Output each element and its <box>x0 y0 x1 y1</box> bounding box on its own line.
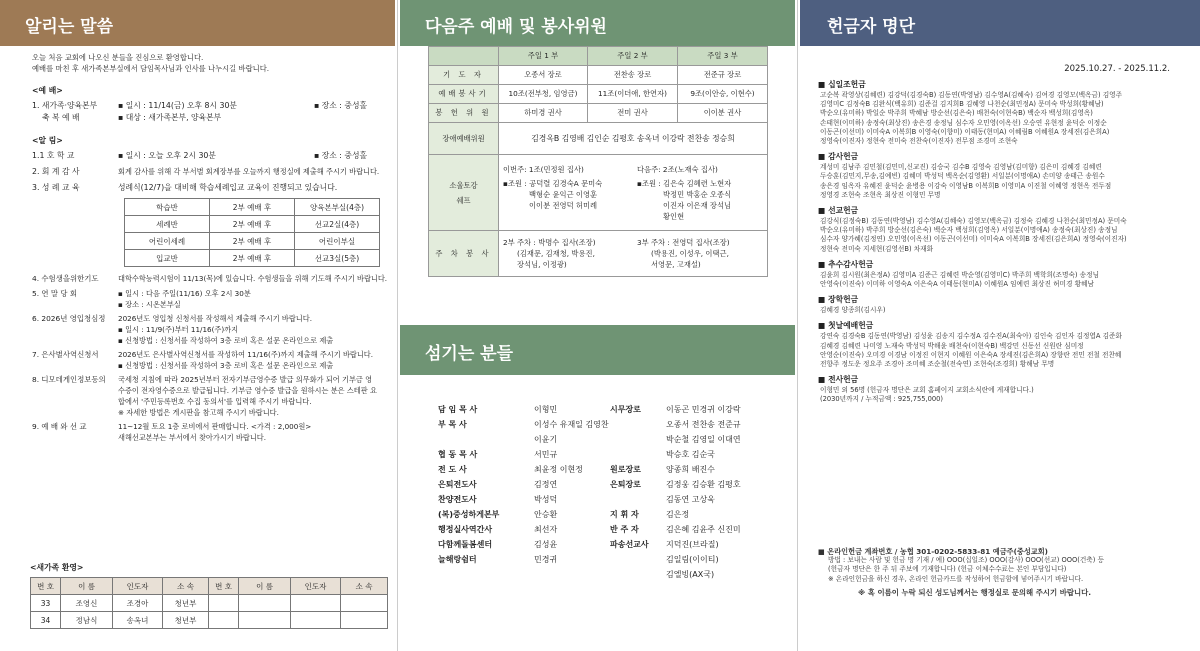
notice-line: ▪ 일시 : 11/9(주)부터 11/16(주)까지 <box>118 325 239 334</box>
notice-name: 2. 회 계 감 사 <box>32 167 80 176</box>
new-family-cell: 정남식 <box>61 612 113 629</box>
new-family-cell: 33 <box>31 595 61 612</box>
lunch-cell <box>499 155 768 231</box>
online-line: ※ 온라인헌금을 하신 경우, 온라인 헌금카드를 작성하여 헌금함에 넣어주시기 바랍니다. <box>828 574 1084 583</box>
staff-names: 지덕진(브라질) <box>666 540 719 549</box>
service-person: 10조(전부청, 임영금) <box>499 85 588 104</box>
worship-name: 1. 새가족·양육본부 <box>32 101 98 110</box>
notice-line: ▪ 장소 : 시온본부실 <box>118 300 181 309</box>
new-family-cell <box>291 612 341 629</box>
staff-names: 김은정 <box>666 510 690 519</box>
staff-row <box>438 492 610 507</box>
notice-body <box>118 374 377 418</box>
lunch-label <box>429 155 499 231</box>
parking-2nd <box>503 237 637 270</box>
block-line: ▪조원 : 공덕렬 김경숙A 문미숙 <box>503 178 603 188</box>
service-person: 전준규 장로 <box>678 66 768 85</box>
new-family-header: 번 호 <box>209 578 239 595</box>
new-family-header: 번 호 <box>31 578 61 595</box>
staff-title: 원로장로 <box>610 465 641 474</box>
staff-row <box>610 447 741 462</box>
block-head: 다음주: 2조(노재숙 집사) <box>637 164 718 174</box>
worship-item <box>32 112 383 124</box>
donor-line: 정현숙 전미숙 지세현(김영선B) 차재화 <box>820 244 934 253</box>
staff-title: 부 목 사 <box>438 420 467 429</box>
service-person: 11조(이더애, 한연자) <box>588 85 678 104</box>
staff-right <box>610 402 741 582</box>
parking-cell <box>499 231 768 277</box>
staff-row <box>438 432 610 447</box>
donor-line: 김혜경 양종희(김시우) <box>820 306 886 315</box>
notice-line: ▪ 일시 : 다음 주일(11/16) 오후 2시 30분 <box>118 289 251 298</box>
donor-line: 전향주 정도운 정요주 조경아 조미혜 조순철(전숙연) 조현숙(조경희) 황해남 무명 <box>820 360 1055 369</box>
staff-row <box>610 477 741 492</box>
staff-row <box>438 552 610 567</box>
staff-title <box>610 417 666 432</box>
new-family-header: 이 름 <box>239 578 291 595</box>
notice-place: ▪ 장소 : 중성홀 <box>314 151 368 160</box>
donor-line: 강연숙 김경숙B 김동연(박영남) 김성윤 김송지 김수정A 김수진A(최숙아) 김인숙 김인자 김정엽A 김준화 <box>820 332 1122 341</box>
notice-body <box>118 349 373 371</box>
notice-heading: <알 림> <box>32 136 63 145</box>
new-family-cell: 송옥녀 <box>113 612 163 629</box>
notice-line: 국세청 지침에 따라 2025년부터 전자기부금영수증 발급 의무화가 되어 기부금 영 <box>118 375 373 384</box>
staff-names: 김동연 고상욱 <box>666 495 715 504</box>
edu-row <box>125 233 380 250</box>
new-family-cell <box>209 612 239 629</box>
block-line: 황인현 <box>663 211 685 221</box>
service-header: 다음주 예배 및 봉사위원 <box>400 0 795 46</box>
donors-column <box>800 0 1200 651</box>
new-family-header: 인도자 <box>113 578 163 595</box>
notice-body <box>118 288 251 310</box>
online-line: 방법 : 보내는 사람 및 헌금 명 기재 / 예) OOO(십일조) OOO(감사) OOO(선교) OOO(건축) 등 <box>828 556 1104 565</box>
staff-title <box>610 447 666 462</box>
new-family-header: 이 름 <box>61 578 113 595</box>
service-row <box>429 85 768 104</box>
new-family-cell: 조경아 <box>113 595 163 612</box>
new-family-cell: 34 <box>31 612 61 629</box>
staff-row <box>438 477 610 492</box>
staff-header: 섬기는 분들 <box>400 325 795 375</box>
service-row <box>429 104 768 123</box>
staff-names: 이동곤 민경귀 이강락 <box>666 405 741 414</box>
new-family-header: 인도자 <box>291 578 341 595</box>
notice-item <box>32 313 383 346</box>
donor-group-heading: ■ 감사헌금 <box>818 152 859 162</box>
staff-names: 박승호 김순국 <box>666 450 715 459</box>
donor-line: 김강식(김정숙B) 김동연(박영남) 김수영A(김혜숙) 김영모(백옥금) 김정숙 김혜경 나천순(최민정A) 문미숙 <box>820 217 1127 226</box>
donor-groups <box>800 79 1200 405</box>
staff-row <box>438 522 610 537</box>
new-family-cell <box>239 595 291 612</box>
donor-line: 심수자 양가혜(김정연) 오민영(이옥선) 이동곤(이선미) 이미숙A 이복희B 장세진(김은희A) 정영숙(이진자) <box>820 235 1127 244</box>
edu-cell: 양육본부실(4층) <box>295 199 380 216</box>
staff-row <box>610 492 741 507</box>
service-column <box>400 0 795 651</box>
notice-body <box>118 421 311 443</box>
notice-line: ▪ 신청방법 : 신청서를 작성하여 3층 로비 혹은 설문 온라인으로 제출 <box>118 361 334 370</box>
staff-names: 이성수 유재일 김영찬 <box>534 420 609 429</box>
staff-title: 은퇴장로 <box>610 480 641 489</box>
parking-line: (박용진, 이성우, 이택근, <box>651 249 729 258</box>
notice-name: 3. 성 례 교 육 <box>32 183 80 192</box>
notice-line: 2026년도 영입청 신청서를 작성해서 제출해 주시기 바랍니다. <box>118 314 312 323</box>
staff-title: 지 휘 자 <box>610 510 639 519</box>
missing-name-note: ※ 혹 이름이 누락 되신 성도님께서는 행정실로 문의해 주시기 바랍니다. <box>858 587 1092 597</box>
worship-date: ▪ 일시 : 11/14(금) 오후 8시 30분 <box>118 101 237 110</box>
staff-row <box>438 447 610 462</box>
new-family-row <box>31 595 388 612</box>
new-family-cell <box>291 595 341 612</box>
staff-names: 양종희 배진수 <box>666 465 715 474</box>
staff-title: 늘해랑쉼터 <box>438 555 477 564</box>
staff-row <box>438 537 610 552</box>
service-heading: 주일 1 부 <box>499 47 588 66</box>
online-lines <box>818 556 1188 584</box>
notice-line: ▪ 신청방법 : 신청서를 작성하여 3층 로비 혹은 설문 온라인으로 제출 <box>118 336 334 345</box>
notice-text: 성례식(12/7)을 대비해 학습세례입교 교육이 진행되고 있습니다. <box>118 183 338 192</box>
notice-text: ▪ 일시 : 오늘 오후 2시 30분 <box>118 151 216 160</box>
staff-row <box>610 522 741 537</box>
staff-title: 행정실사역간사 <box>438 525 493 534</box>
donor-line: 안영숙(이진숙) 이미하 이영숙A 이은숙A 이태동(현미A) 이혜원A 임예련 최상진 허미경 황혜남 <box>820 280 1094 289</box>
staff-names: 최선자 <box>534 525 558 534</box>
parking-line: 2부 주차 : 박명수 집사(조장) <box>503 238 596 247</box>
edu-cell: 입교반 <box>125 250 210 267</box>
staff-row <box>610 507 741 522</box>
worship-date: ▪ 대상 : 새가족본부, 양육본부 <box>118 113 222 122</box>
staff-names: 이형민 <box>534 405 558 414</box>
donor-line: (2030년까지 / 누적금액 : 925,755,000) <box>820 395 944 404</box>
intro-line: 오늘 처음 교회에 나오신 분들을 진심으로 환영합니다. <box>32 53 204 62</box>
edu-cell: 선교3실(5층) <box>295 250 380 267</box>
edu-cell: 학습반 <box>125 199 210 216</box>
donor-line: 손태현(이미하) 송정숙(최상진) 송은경 송정님 심수자 오민영(이옥선) 오승연 유현정 윤덕순 이정순 <box>820 118 1107 127</box>
edu-cell: 2부 예배 후 <box>210 250 295 267</box>
notice-item <box>32 288 383 310</box>
new-family-cell <box>341 595 388 612</box>
notice-line: 합에서 '주민등록번호 수집 동의서'를 입력해 주시기 바랍니다. <box>118 397 312 406</box>
service-role: 예배봉사기 <box>429 85 499 104</box>
service-corner <box>429 47 499 66</box>
donor-line: 박순오(유미하) 박일순 박주희 박혜남 방순선(김은숙) 배천숙(이현숙B) 백순자 백성희(김영옥) <box>820 109 1093 118</box>
notice-item <box>32 421 383 443</box>
service-heading: 주일 3 부 <box>678 47 768 66</box>
staff-title: 전 도 사 <box>438 465 467 474</box>
donor-line: 박순오(유미하) 박주희 방순선(김은숙) 백순자 백성희(김영옥) 서일분(이명애A) 송정숙(최상진) 송정님 <box>820 226 1118 235</box>
staff-names: 김일림(이이티) <box>666 555 719 564</box>
notice-name: 7. 은사별사역신청서 <box>32 350 99 359</box>
worship-heading: <예 배> <box>32 86 63 95</box>
service-table <box>428 46 768 277</box>
worship-place: ▪ 장소 : 중성홀 <box>314 101 368 110</box>
online-head: ■ 온라인헌금 계좌번호 / 농협 301-0202-5833-81 예금주(중성교회) <box>818 547 1048 556</box>
staff-title <box>610 492 666 507</box>
column-divider <box>397 0 398 651</box>
donor-line: 송은경 임옥자 유혜진 윤덕순 윤병용 이강숙 이영남B 이복희B 이영미A 이진철 이혜영 정현옥 전두점 <box>820 181 1112 190</box>
staff-names: 박성덕 <box>534 495 558 504</box>
staff-row <box>610 537 741 552</box>
donor-line: 두승훈(김민지,무송,김예빈) 김혜미 박성덕 백옥순(김영환) 서일분(이명애A) 손미양 송태근 송원수 <box>820 172 1105 181</box>
block-head: 이번주: 1조(민정원 집사) <box>503 164 584 174</box>
service-heading: 주일 2 부 <box>588 47 678 66</box>
parking-line: (김재문, 김재청, 박용진, <box>517 249 595 258</box>
block-line: ▪조원 : 김은숙 김혜련 노현자 <box>637 178 732 188</box>
notice-item <box>32 166 383 178</box>
edu-row <box>125 216 380 233</box>
service-person: 9조(이안승, 이현수) <box>678 85 768 104</box>
block-line: 백형순 윤익근 이영훈 <box>529 189 598 199</box>
cleanup-label: 장애예배위원 <box>429 123 499 155</box>
staff-title: 파송선교사 <box>610 540 649 549</box>
staff-title <box>610 552 666 567</box>
service-role: 기 도 자 <box>429 66 499 85</box>
donor-group-heading: ■ 추수감사헌금 <box>818 259 874 269</box>
staff-title: 다함께돌봄센터 <box>438 540 493 549</box>
new-family-cell: 청년부 <box>163 595 209 612</box>
notice-item <box>32 150 383 162</box>
staff-row <box>438 507 610 522</box>
notice-line: 대학수학능력시험이 11/13(목)에 있습니다. 수험생들을 위해 기도해 주시기 바랍니다. <box>118 274 388 283</box>
staff-title <box>610 567 666 582</box>
notice-body <box>118 313 333 346</box>
donor-line: 안영순(이진숙) 오미경 이경남 이정진 이현지 이혜원 이은숙A 장세진(김은희A) 장향란 전민 전철 전찬혜 <box>820 350 1122 359</box>
notice-name: 5. 연 말 당 회 <box>32 289 78 298</box>
service-header-row <box>429 47 768 66</box>
edu-cell: 2부 예배 후 <box>210 199 295 216</box>
service-person: 오종서 장로 <box>499 66 588 85</box>
notice-name: 9. 예 배 와 선 교 <box>32 422 87 431</box>
online-line: (헌금자 명단은 한 주 뒤 주보에 기재합니다) (헌금 이체수수료는 본인 부담입니다) <box>828 565 1067 574</box>
new-family-section <box>30 562 388 629</box>
announcements-column <box>0 0 395 651</box>
donor-group-heading: ■ 장학헌금 <box>818 295 859 305</box>
staff-names: 김정웅 김승환 김평호 <box>666 480 741 489</box>
edu-cell: 선교2실(4층) <box>295 216 380 233</box>
edu-cell: 2부 예배 후 <box>210 216 295 233</box>
staff-title: 담 임 목 사 <box>438 405 478 414</box>
service-person: 이이분 권사 <box>678 104 768 123</box>
new-family-cell: 조영신 <box>61 595 113 612</box>
staff-row <box>438 417 610 432</box>
donor-line: 이형민 외 56명 (헌금자 명단은 교회 홈페이지 교회소식란에 게재합니다.) <box>820 386 1034 395</box>
donor-group-heading: ■ 선교헌금 <box>818 206 859 216</box>
staff-row <box>438 402 610 417</box>
notice-body <box>118 273 387 285</box>
staff-names: 김엘빙(AX국) <box>666 570 715 579</box>
parking-line: 서영문, 고재설) <box>651 260 701 269</box>
notice-text: 회계 감사를 위해 각 부서별 회계장부를 오늘까지 행정실에 제출해 주시기 바랍니다. <box>118 167 380 176</box>
notice-line: 2026년도 은사별사역신청서를 작성하여 11/16(주)까지 제출해 주시기 바랍니다. <box>118 350 374 359</box>
notice-item <box>32 273 388 285</box>
new-family-cell: 청년부 <box>163 612 209 629</box>
column-divider <box>797 0 798 651</box>
staff-row <box>610 552 741 567</box>
online-giving <box>818 547 1188 597</box>
new-family-header: 소 속 <box>341 578 388 595</box>
notice-name: 8. 디모데게인정보동의 <box>32 375 106 384</box>
worship-item <box>32 100 383 112</box>
parking-3rd <box>637 237 730 270</box>
notice-name: 4. 수험생을위한기도 <box>32 274 99 283</box>
lunch-this-week <box>503 164 637 222</box>
cleanup-members: 김경옥B 김영배 김인순 김평호 송옥녀 이강락 전찬송 정승희 <box>499 123 768 155</box>
donor-line: 이동곤(이선미) 이미숙A 이복희B 이영숙(이향미) 이태동(현미A) 이혜림B 이혜원A 장세진(김은희A) <box>820 127 1110 136</box>
edu-cell: 2부 예배 후 <box>210 233 295 250</box>
notice-name: 6. 2026년 영입청심정 <box>32 314 106 323</box>
new-family-cell <box>239 612 291 629</box>
staff-row <box>610 432 741 447</box>
edu-cell: 세례반 <box>125 216 210 233</box>
donor-group-heading: ■ 전사헌금 <box>818 375 859 385</box>
service-row <box>429 66 768 85</box>
notice-line: ※ 자세한 방법은 게시판을 참고해 주시기 바랍니다. <box>118 408 279 417</box>
service-role: 봉 헌 위 원 <box>429 104 499 123</box>
staff-title: 찬양전도사 <box>438 495 477 504</box>
edu-row <box>125 199 380 216</box>
staff-names: 서민규 <box>534 450 558 459</box>
donor-line: 정영숙(이진자) 정현숙 전미숙 전찬숙(이진자) 전무점 조경미 조현숙 <box>820 137 1018 146</box>
notice-line: 새해선교본부는 부서에서 찾아가시기 바랍니다. <box>118 433 267 442</box>
staff-row <box>610 567 741 582</box>
donor-line: 고순복 곽영상(김혜련) 김강덕(김경숙B) 김동연(박영남) 김수영A(김혜숙) 김여경 김영모(백옥금) 김영주 <box>820 91 1123 99</box>
staff-title: 시무장로 <box>610 405 641 414</box>
block-line: 이진자 이은재 장석님 <box>663 200 732 210</box>
notice-item <box>32 349 383 371</box>
staff-list <box>438 402 741 582</box>
lunch-label-line: 소울토강 <box>449 180 478 190</box>
parking-label: 주 차 봉 사 <box>429 231 499 277</box>
edu-row <box>125 250 380 267</box>
staff-names: 이윤기 <box>534 435 558 444</box>
staff-title: 반 주 자 <box>610 525 639 534</box>
parking-line: 장석님, 이정광) <box>517 260 567 269</box>
service-person: 전미 권사 <box>588 104 678 123</box>
staff-title: 은퇴전도사 <box>438 480 477 489</box>
staff-title <box>438 432 534 447</box>
staff-names: 김정연 <box>534 480 558 489</box>
donor-group-heading: ■ 십일조헌금 <box>818 80 866 89</box>
staff-left <box>438 402 610 582</box>
worship-name: 축 복 예 배 <box>42 113 80 122</box>
new-family-table <box>30 577 388 629</box>
donor-line: 김영미C 김정숙B 김완식(백유희) 김준걸 김지희B 김혜영 나천순(최민정A) 문미숙 박성희(황혜남) <box>820 100 1104 109</box>
donors-header: 헌금자 명단 <box>800 0 1200 46</box>
staff-row <box>610 402 741 417</box>
block-line: 박정민 박홍순 오종식 <box>663 189 732 199</box>
lunch-next-week <box>637 164 731 222</box>
new-family-header: 소 속 <box>163 578 209 595</box>
donor-line: 김윤희 김시원(최은정A) 김영미A 김준근 김혜련 박순영(김영미C) 박주희 백학희(조명숙) 송정님 <box>820 270 1100 279</box>
staff-row <box>610 417 741 432</box>
parking-line: 3부 주차 : 전영덕 집사(조장) <box>637 238 730 247</box>
service-person: 전찬송 장로 <box>588 66 678 85</box>
service-person: 하미경 권사 <box>499 104 588 123</box>
staff-names: 김성윤 <box>534 540 558 549</box>
staff-names: 김은혜 김윤주 신진미 <box>666 525 741 534</box>
new-family-cell <box>209 595 239 612</box>
intro-line: 예배를 마친 후 새가족본부실에서 담임목사님과 인사를 나누시길 바랍니다. <box>32 64 270 73</box>
staff-names: 오종서 전찬송 전준규 <box>666 420 741 429</box>
lunch-label-line: 쉐프 <box>456 195 471 205</box>
education-table <box>124 198 380 267</box>
block-line: 이이분 전영덕 허미례 <box>529 200 598 210</box>
staff-row <box>610 462 741 477</box>
new-family-row <box>31 612 388 629</box>
new-family-title: <새가족 환영> <box>30 563 84 572</box>
staff-names: 박순철 김영일 이대연 <box>666 435 741 444</box>
staff-names: 최윤정 이현정 <box>534 465 583 474</box>
donor-group-heading: ■ 첫날예배헌금 <box>818 321 874 331</box>
announcements-header: 알리는 말씀 <box>0 0 395 46</box>
notice-item <box>32 374 383 418</box>
donor-line: 정영경 조현숙 조현옥 최상진 이형민 무명 <box>820 190 941 199</box>
staff-row <box>438 462 610 477</box>
notice-line: 11~12월 토요 1층 로비에서 판매합니다. <가격 : 2,000원> <box>118 422 312 431</box>
staff-title: 협 동 목 사 <box>438 450 478 459</box>
notice-name: 1.1 호 학 교 <box>32 151 75 160</box>
donor-line: 계성미 김남주 김민철(김민미,신교진) 김승국 김수B 김영숙 김영남(김미향) 김은미 김혜경 김혜련 <box>820 163 1102 172</box>
staff-names: 민경귀 <box>534 555 558 564</box>
edu-cell: 어린이부실 <box>295 233 380 250</box>
edu-cell: 어린이세례 <box>125 233 210 250</box>
notice-item <box>32 182 383 194</box>
donor-line: 김혜경 김혜련 나미영 노재숙 박성덕 박해윤 배천숙(이현숙B) 백강민 신동선 신원란 심미정 <box>820 341 1084 350</box>
new-family-cell <box>341 612 388 629</box>
staff-title: (복)중성하게본부 <box>438 510 500 519</box>
staff-names: 안승환 <box>534 510 558 519</box>
staff-title <box>610 432 666 447</box>
notice-list <box>32 273 388 443</box>
notice-line: 수증이 전자영수증으로 발급됩니다. 기부금 영수증 발급을 원하시는 분은 스테판 요 <box>118 386 377 395</box>
date-range: 2025.10.27. - 2025.11.2. <box>1064 64 1170 74</box>
